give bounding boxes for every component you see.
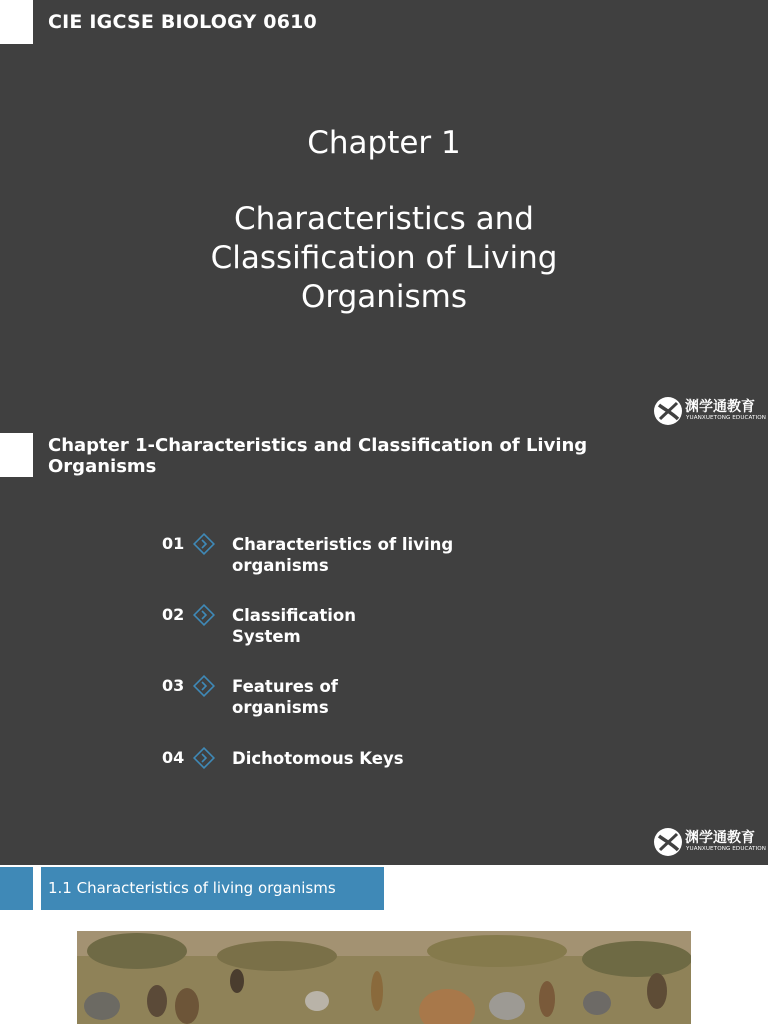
brand-english-name: YUANXUETONG EDUCATION	[686, 415, 767, 421]
diamond-chevron-icon	[193, 533, 215, 555]
brand-chinese-name: 渊学通教育	[685, 830, 755, 846]
section-tab-marker	[0, 867, 33, 910]
title-line-1: Characteristics and	[234, 201, 534, 237]
brand-chinese-name: 渊学通教育	[685, 399, 755, 415]
title-line-2: Classification of Living	[210, 240, 558, 276]
title-slide	[0, 0, 768, 433]
header-tab-marker	[0, 0, 33, 44]
slide-title	[0, 124, 768, 317]
section-banner	[41, 867, 384, 910]
toc-label: Features of organisms	[232, 677, 338, 717]
diamond-chevron-icon	[193, 675, 215, 697]
animals-photo-art	[77, 931, 691, 1024]
diamond-chevron-icon	[193, 747, 215, 769]
section-slide	[0, 865, 768, 1024]
brand-english-name: YUANXUETONG EDUCATION	[686, 846, 767, 852]
toc-label: Characteristics of living organisms	[232, 535, 454, 575]
diamond-chevron-icon	[193, 604, 215, 626]
toc-label: Classification System	[232, 606, 356, 646]
toc-number: 02	[162, 605, 185, 624]
toc-number: 03	[162, 676, 185, 695]
chapter-title: Chapter 1	[307, 125, 461, 161]
course-label: CIE IGCSE BIOLOGY 0610	[48, 11, 317, 33]
brand-logo-icon	[652, 395, 684, 427]
section-banner-label: 1.1 Characteristics of living organisms	[48, 879, 336, 897]
toc-number: 01	[162, 534, 185, 553]
animals-photo	[77, 931, 691, 1024]
header-tab-marker	[0, 433, 33, 477]
title-line-3: Organisms	[300, 279, 468, 315]
toc-number: 04	[162, 748, 185, 767]
contents-slide	[0, 433, 768, 865]
contents-heading: Chapter 1-Characteristics and Classification of Living Organisms	[48, 435, 588, 477]
brand-logo	[652, 395, 767, 429]
toc-label: Dichotomous Keys	[232, 749, 404, 768]
brand-logo	[652, 826, 767, 860]
brand-logo-icon	[652, 826, 684, 858]
